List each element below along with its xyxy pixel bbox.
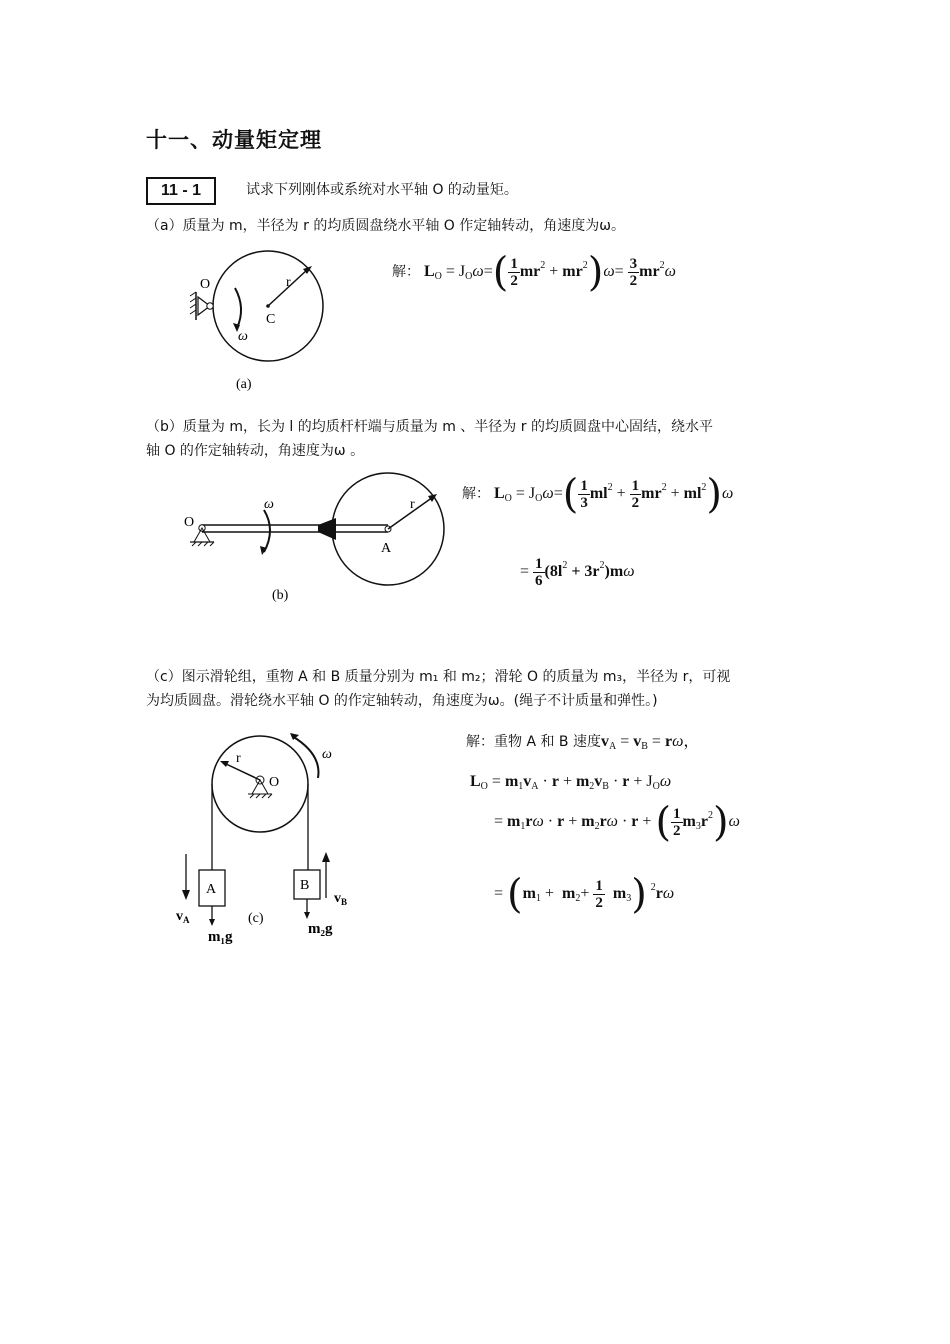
fig-a-label-c: C [266, 312, 276, 327]
fig-c-label-b: B [300, 878, 310, 893]
fig-c-label-m1g: m₁g [208, 929, 233, 945]
fig-c-label-vb: $v_B$ [334, 891, 348, 907]
solution-b-line2: = $\frac{1}{6}$ $(8l^2 + 3r^2)m\omega$ [520, 556, 635, 589]
fig-c-caption: (c) [248, 911, 264, 926]
fig-b-label-a: A [381, 541, 392, 556]
solution-c-line1: 解：重物 A 和 B 速度$v_A = v_B = r\omega$， [466, 733, 700, 752]
fig-b-label-r: r [410, 497, 415, 512]
solution-c-line2: $L_O = m_1v_A \cdot r + m_2v_B \cdot r + J_O\omega$ [470, 773, 672, 792]
part-b-text-2: 轴 O 的作定轴转动，角速度为ω 。 [146, 443, 365, 459]
fig-c-label-omega: ω [322, 747, 332, 762]
part-b-text-1: （b）质量为 m，长为 l 的均质杆杆端与质量为 m 、半径为 r 的均质圆盘中心固结，绕水平 [146, 419, 713, 435]
figure-a [180, 240, 340, 400]
part-a-text: （a）质量为 m，半径为 r 的均质圆盘绕水平轴 O 作定轴转动，角速度为ω。 [146, 218, 625, 234]
fig-c-label-r: r [236, 751, 241, 766]
figure-b [178, 466, 453, 611]
part-c-text-2: 为均质圆盘。滑轮绕水平轴 O 的作定轴转动，角速度为ω。(绳子不计质量和弹性。) [146, 693, 658, 709]
fig-a-label-r: r [286, 275, 291, 290]
solution-c-line4: = ($m_1 + m_2+$ $\frac{1}{2}$ $m_3$) $^2$rω [494, 871, 675, 918]
fig-b-label-omega: ω [264, 497, 274, 512]
figure-c [172, 726, 372, 951]
problem-number-box: 11 - 1 [146, 177, 216, 205]
fig-b-label-o: O [184, 515, 195, 530]
fig-a-label-o: O [200, 277, 211, 292]
solution-a: 解： $L_O = J_O\omega=$( $\frac{1}{2}$ $mr^2 + mr^2)\omega=$ $\frac{3}{2}$ $mr^2\omega$ [392, 249, 676, 296]
solution-c-line3: = $m_1r\omega \cdot r + m_2r\omega \cdot r$ + ( $\frac{1}{2}$ $m_3r^2)\omega$ [494, 799, 740, 846]
problem-statement: 试求下列刚体或系统对水平轴 O 的动量矩。 [246, 182, 518, 198]
fig-c-label-m2g: m₂g [308, 921, 333, 937]
fig-a-label-omega: ω [238, 329, 248, 344]
solution-b-line1: 解： $L_O = J_O\omega=$( $\frac{1}{3}$ $ml^2$ + $\frac{1}{2}$ $mr^2 + ml^2)\omega$ [462, 471, 734, 518]
fig-c-label-a: A [206, 882, 217, 897]
fig-c-label-va: $v_A$ [176, 909, 190, 925]
part-c-text-1: （c）图示滑轮组，重物 A 和 B 质量分别为 m₁ 和 m₂；滑轮 O 的质量为 m₃，半径为 r，可视 [146, 669, 731, 685]
fig-c-label-o: O [269, 775, 280, 790]
fig-b-caption: (b) [272, 588, 289, 603]
fig-a-caption: (a) [236, 377, 252, 392]
page-title: 十一、动量矩定理 [146, 128, 322, 152]
